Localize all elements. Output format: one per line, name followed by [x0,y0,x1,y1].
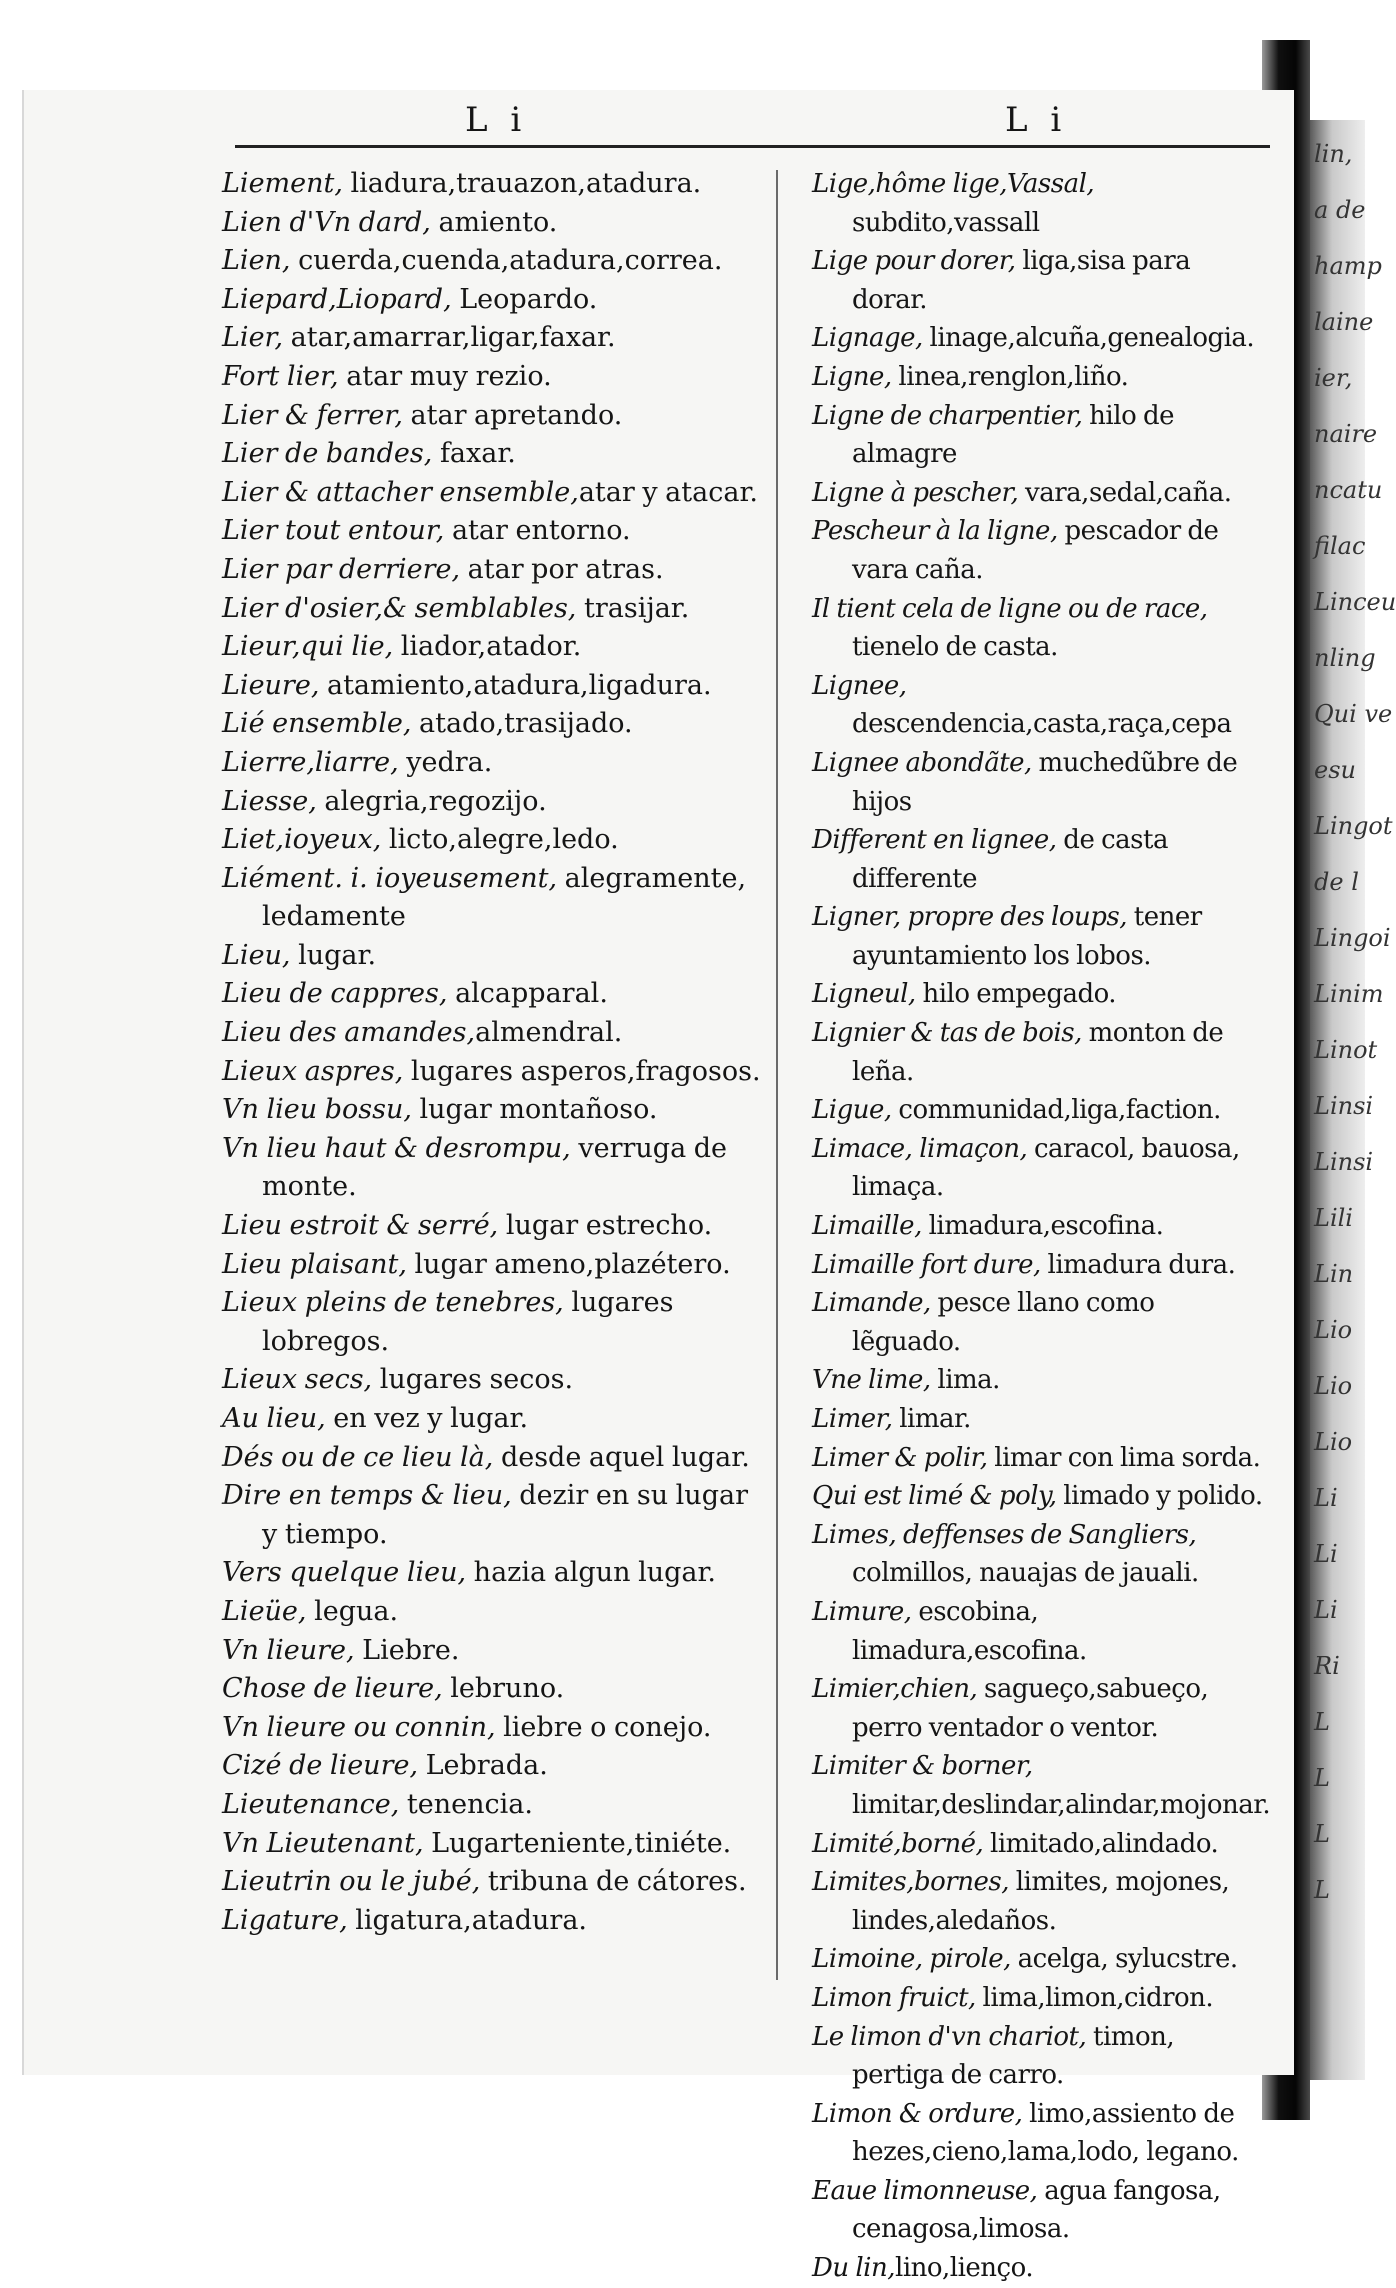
entry-headword: Limer, [812,1404,893,1434]
facing-page-fragment: L [1314,1820,1330,1848]
dictionary-entry [812,1593,1267,1670]
dictionary-entry [222,474,762,513]
dictionary-entry [812,1863,1267,1940]
entry-headword: Vers quelque lieu, [222,1557,467,1589]
entry-headword: Liément. i. ioyeusement, [222,862,558,894]
dictionary-entry [812,397,1267,474]
facing-page-fragment: L [1314,1876,1330,1904]
entry-definition: limo,assiento de hezes,cieno,lama,lodo, legano. [852,2098,1239,2168]
facing-page-fragment: nling [1314,644,1376,672]
entry-definition: lugar ameno,plazétero. [406,1248,731,1280]
entry-headword: Limité,borné, [812,1828,984,1859]
entry-definition: tener ayuntamiento los lobos. [852,902,1202,971]
entry-headword: Lignee abondãte, [812,747,1032,778]
entry-headword: Lien d'Vn dard, [222,206,431,238]
dictionary-entry [812,319,1267,358]
column-divider [776,170,778,1980]
entry-definition: lugares secos. [372,1364,574,1396]
entry-definition: lugar montañoso. [411,1094,658,1126]
entry-headword: Limande, [812,1288,931,1319]
dictionary-entry [812,165,1267,242]
facing-page-fragment: de l [1314,868,1359,896]
dictionary-entry [222,937,762,976]
entry-headword: Ligue, [812,1095,892,1126]
dictionary-entry [222,435,762,474]
dictionary-entry [222,975,762,1014]
dictionary-entry [812,1439,1267,1478]
entry-definition: linea,renglon,liño. [891,361,1129,392]
dictionary-entry [222,1709,762,1748]
dictionary-entry [812,1477,1267,1516]
dictionary-entry [222,165,762,204]
entry-definition: colmillos, nauajas de jauali. [852,1558,1199,1589]
dictionary-entry [222,1053,762,1092]
facing-page-fragment: Linot [1314,1036,1378,1064]
entry-definition: lino,lienço. [895,2253,1034,2284]
facing-page-fragment: Lili [1314,1204,1353,1232]
entry-definition: lugares lobregos. [262,1287,674,1357]
dictionary-entry [222,1361,762,1400]
dictionary-entry [812,1014,1267,1091]
dictionary-entry [812,474,1267,513]
entry-definition: Lugarteniente,tiniéte. [423,1827,732,1859]
facing-page-fragment: a de [1314,196,1366,224]
dictionary-entry [812,512,1267,589]
entry-headword: Qui est limé & poly, [812,1481,1057,1512]
dictionary-entry [222,1284,762,1361]
dictionary-entry [222,281,762,320]
facing-page-fragment: Qui ve [1314,700,1393,728]
entry-definition: limitado,alindado. [983,1828,1219,1859]
dictionary-entry [812,1091,1267,1130]
dictionary-entry [222,1091,762,1130]
dictionary-entry [812,1940,1267,1979]
dictionary-entry [222,1902,762,1941]
dictionary-entry [812,2095,1267,2172]
dictionary-entry [222,860,762,937]
dictionary-entry [812,2018,1267,2095]
facing-page-fragment: Li [1314,1596,1338,1624]
entry-definition: communidad,liga,faction. [891,1095,1221,1126]
dictionary-entry [812,975,1267,1014]
entry-definition: trasijar. [576,592,690,624]
entry-definition: limar con lima sorda. [987,1442,1261,1473]
entry-headword: Limites,bornes, [812,1867,1009,1898]
entry-headword: Lier & ferrer, [222,399,403,431]
entry-headword: Ligneul, [812,979,916,1010]
entry-definition: lugares asperos,fragosos. [403,1055,761,1087]
entry-headword: Au lieu, [222,1403,326,1434]
facing-page-fragment: lin, [1314,140,1353,168]
entry-headword: Lierre,liarre, [222,746,399,778]
entry-headword: Limure, [812,1596,912,1627]
dictionary-entry [812,1747,1271,1824]
entry-definition: vara,sedal,caña. [1018,477,1232,508]
entry-headword: Vn lieure ou connin, [222,1711,496,1743]
entry-headword: Limiter & borner, [812,1751,1033,1782]
facing-page-fragment: Lio [1314,1316,1353,1344]
entry-headword: Limon & ordure, [812,2098,1023,2129]
dictionary-entry [222,1207,762,1246]
entry-definition: limadura dura. [1040,1249,1236,1280]
entry-definition: yedra. [398,746,493,778]
header-rule [235,145,1270,148]
dictionary-entry [222,204,762,243]
right-column [812,165,1271,2288]
dictionary-entry [222,1554,762,1593]
entry-definition: alegria,regozijo. [316,785,547,817]
entry-headword: Lige,hôme lige,Vassal, [812,169,1095,199]
entry-definition: faxar. [432,438,516,470]
entry-definition: almendral. [475,1017,623,1049]
dictionary-entry [222,358,762,397]
dictionary-entry [222,1477,762,1554]
running-head-left: L i [465,100,528,140]
facing-page-fragment: Lingot [1314,812,1393,840]
facing-page-fragment: Ri [1314,1652,1340,1680]
dictionary-entry [812,1400,1267,1439]
dictionary-entry [222,1014,762,1053]
entry-definition: tenencia. [399,1788,533,1820]
entry-definition: alegramente, ledamente [262,862,747,933]
dictionary-entry [812,1670,1267,1747]
entry-definition: atar entorno. [444,515,631,547]
entry-headword: Lier, [222,322,284,354]
entry-definition: limitar,deslindar,alindar,mojonar. [852,1789,1271,1820]
facing-page-fragment: Linsi [1314,1148,1374,1176]
entry-headword: Lieutenance, [222,1788,400,1820]
entry-definition: limar. [892,1404,971,1434]
entry-definition: tienelo de casta. [852,632,1058,663]
entry-headword: Limaille fort dure, [812,1249,1041,1280]
dictionary-entry [812,898,1267,975]
entry-headword: Ligne, [812,361,892,392]
entry-headword: Le limon d'vn chariot, [812,2021,1087,2052]
facing-page-fragment: L [1314,1764,1330,1792]
dictionary-entry [222,1747,762,1786]
entry-definition: lugar. [290,939,377,971]
entry-definition: descendencia,casta,raça,cepa [852,709,1232,740]
entry-definition: atar,amarrar,ligar,faxar. [283,322,616,354]
entry-definition: licto,alegre,ledo. [381,824,619,856]
entry-definition: lugar estrecho. [498,1210,713,1242]
entry-headword: Lieu plaisant, [222,1248,407,1280]
facing-page-fragment: laine [1314,308,1374,336]
entry-definition: escobina, limadura,escofina. [852,1596,1087,1666]
facing-page-fragment: Linceu [1314,588,1396,616]
entry-headword: Lieux pleins de tenebres, [222,1287,564,1319]
entry-definition: alcapparal. [447,978,608,1010]
facing-page-fragment: Lin [1314,1260,1354,1288]
entry-headword: Ligne de charpentier, [812,400,1083,431]
facing-page-fragment: naire [1314,420,1378,448]
dictionary-entry [812,358,1267,397]
entry-headword: Lier tout entour, [222,515,445,547]
entry-headword: Liesse, [222,785,317,817]
entry-headword: Vn Lieutenant, [222,1827,424,1859]
facing-page-fragment: esu [1314,756,1356,784]
entry-headword: Ligne à pescher, [812,477,1019,508]
entry-headword: Limier,chien, [812,1674,978,1705]
facing-page-fragment: Linim [1314,980,1384,1008]
facing-page-fragment: Li [1314,1484,1338,1512]
entry-definition: atado,trasijado. [411,708,633,740]
entry-headword: Eaue limonneuse, [812,2175,1038,2206]
entry-definition: lima. [930,1365,1000,1396]
entry-headword: Lieux secs, [222,1364,373,1396]
entry-definition: desde aquel lugar. [493,1441,750,1473]
dictionary-entry [222,1825,762,1864]
entry-headword: Lié ensemble, [222,708,412,740]
entry-headword: Lieu des amandes, [222,1017,476,1049]
entry-headword: Liet,ioyeux, [222,824,382,856]
dictionary-entry [812,744,1267,821]
entry-headword: Chose de lieure, [222,1673,443,1705]
entry-headword: Lieu de cappres, [222,978,448,1010]
dictionary-entry [222,590,762,629]
dictionary-entry [812,2249,1267,2288]
dictionary-entry [812,1246,1267,1285]
entry-definition: liador,atador. [393,631,582,663]
entry-definition: liebre o conejo. [495,1711,712,1743]
entry-definition: pescador de vara caña. [852,516,1219,585]
entry-definition: hilo de almagre [852,400,1175,470]
entry-headword: Lige pour dorer, [812,246,1016,277]
dictionary-entry [812,821,1267,898]
facing-page-fragment: Lio [1314,1428,1353,1456]
entry-definition: timon, pertiga de carro. [852,2021,1175,2091]
entry-headword: Lieu estroit & serré, [222,1210,499,1242]
entry-headword: Lieutrin ou le jubé, [222,1866,481,1898]
entry-definition: legua. [306,1595,399,1627]
entry-headword: Vn lieure, [222,1634,355,1666]
entry-headword: Vn lieu haut & desrompu, [222,1132,571,1164]
dictionary-entry [812,1130,1267,1207]
entry-definition: lima,limon,cidron. [975,1982,1214,2013]
facing-page-fragment: ier, [1314,364,1353,392]
left-column [222,165,762,1940]
dictionary-entry [222,242,762,281]
entry-definition: limites, mojones, lindes,aledaños. [852,1867,1230,1936]
entry-headword: Lien, [222,245,291,277]
entry-headword: Cizé de lieure, [222,1750,419,1782]
entry-definition: agua fangosa, cenagosa,limosa. [852,2175,1221,2245]
entry-definition: limado y polido. [1056,1481,1263,1512]
entry-definition: dezir en su lugar y tiempo. [262,1480,748,1550]
dictionary-entry [222,744,762,783]
entry-definition: atar apretando. [402,399,623,431]
entry-headword: Lieux aspres, [222,1055,404,1087]
entry-definition: acelga, sylucstre. [1010,1944,1238,1975]
entry-headword: Il tient cela de ligne ou de race, [812,593,1208,624]
entry-definition: atar y atacar. [578,476,758,508]
entry-headword: Limon fruict, [812,1982,976,2013]
dictionary-entry [812,1207,1267,1246]
entry-headword: Pescheur à la ligne, [812,516,1058,547]
facing-page-fragment: filac [1314,532,1366,560]
running-head-right: L i [1005,100,1068,140]
entry-definition: limadura,escofina. [921,1211,1164,1242]
dictionary-entry [222,705,762,744]
entry-headword: Lier par derriere, [222,553,461,585]
entry-headword: Lier de bandes, [222,438,433,470]
entry-definition: de casta differente [852,825,1168,894]
dictionary-entry [812,667,1267,744]
entry-definition: Lebrada. [418,1750,548,1782]
dictionary-entry [222,1670,762,1709]
entry-definition: Leopardo. [451,283,598,315]
dictionary-entry [222,1786,762,1825]
entry-headword: Limaille, [812,1211,922,1242]
dictionary-entry [222,512,762,551]
entry-definition: atamiento,atadura,ligadura. [319,669,712,701]
dictionary-entry [222,1632,762,1671]
entry-definition: subdito,vassall [852,207,1040,238]
entry-definition: caracol, bauosa, limaça. [852,1133,1240,1203]
dictionary-entry [222,1439,762,1478]
entry-definition: verruga de monte. [262,1132,728,1203]
entry-definition: Liebre. [354,1634,460,1666]
entry-definition: sagueço,sabueço, perro ventador o ventor. [852,1674,1209,1743]
facing-page-fragment: hamp [1314,252,1382,280]
entry-headword: Different en lignee, [812,825,1057,856]
entry-definition: cuerda,cuenda,atadura,correa. [290,245,723,277]
entry-headword: Vn lieu bossu, [222,1094,412,1126]
dictionary-entry [812,1516,1267,1593]
dictionary-entry [812,1284,1267,1361]
dictionary-entry [222,1130,762,1207]
facing-page-fragment: Linsi [1314,1092,1374,1120]
entry-headword: Lieur,qui lie, [222,631,394,663]
entry-headword: Liement, [222,168,343,199]
entry-headword: Limoine, pirole, [812,1944,1011,1975]
entry-definition: liga,sisa para dorar. [852,246,1191,315]
dictionary-entry [222,628,762,667]
entry-headword: Dés ou de ce lieu là, [222,1441,494,1473]
entry-definition: atar muy rezio. [338,360,552,392]
entry-definition: liadura,trauazon,atadura. [342,168,702,199]
entry-headword: Lier d'osier,& semblables, [222,592,577,624]
facing-page-fragment: ncatu [1314,476,1383,504]
facing-page-fragment: Lingoi [1314,924,1391,952]
dictionary-entry [812,2172,1267,2249]
entry-headword: Limes, deffenses de Sangliers, [812,1519,1197,1550]
entry-headword: Du lin, [812,2253,895,2284]
entry-headword: Lieüe, [222,1595,307,1627]
facing-page-fragment: Li [1314,1540,1338,1568]
entry-headword: Lieure, [222,669,320,701]
dictionary-entry [812,1979,1267,2018]
dictionary-entry [222,1593,762,1632]
dictionary-entry [812,1361,1267,1400]
facing-page-edge [1310,120,1396,2080]
dictionary-entry [222,1246,762,1285]
facing-page-fragment: Lio [1314,1372,1353,1400]
entry-headword: Ligature, [222,1904,348,1936]
entry-definition: ligatura,atadura. [347,1904,588,1936]
entry-headword: Limace, limaçon, [812,1133,1028,1164]
entry-headword: Lignee, [812,670,907,701]
dictionary-entry [812,1825,1267,1864]
entry-headword: Ligner, propre des loups, [812,902,1128,933]
entry-headword: Dire en temps & lieu, [222,1480,512,1512]
entry-headword: Lieu, [222,939,291,971]
entry-definition: muchedũbre de hijos [852,747,1238,817]
entry-definition: tribuna de cátores. [480,1866,747,1898]
facing-page-fragment: L [1314,1708,1330,1736]
dictionary-entry [222,319,762,358]
entry-definition: monton de leña. [852,1018,1224,1087]
entry-headword: Limer & polir, [812,1442,988,1473]
dictionary-entry [222,821,762,860]
dictionary-entry [222,1400,762,1439]
dictionary-entry [222,667,762,706]
entry-headword: Lier & attacher ensemble, [222,476,579,508]
entry-definition: linage,alcuña,genealogia. [922,323,1255,354]
entry-definition: amiento. [430,206,558,238]
dictionary-entry [222,551,762,590]
entry-definition: en vez y lugar. [325,1403,529,1434]
entry-headword: Lignage, [812,323,923,354]
entry-definition: hazia algun lugar. [466,1557,717,1589]
entry-definition: lebruno. [442,1673,565,1705]
entry-headword: Liepard,Liopard, [222,283,452,315]
entry-headword: Lignier & tas de bois, [812,1018,1082,1049]
dictionary-entry [222,1863,762,1902]
dictionary-entry [222,397,762,436]
entry-definition: pesce llano como lẽguado. [852,1288,1155,1357]
dictionary-entry [812,242,1267,319]
entry-headword: Vne lime, [812,1365,931,1396]
entry-headword: Fort lier, [222,360,339,392]
entry-definition: atar por atras. [460,553,664,585]
entry-definition: hilo empegado. [915,979,1117,1010]
dictionary-entry [222,783,762,822]
dictionary-entry [812,590,1267,667]
